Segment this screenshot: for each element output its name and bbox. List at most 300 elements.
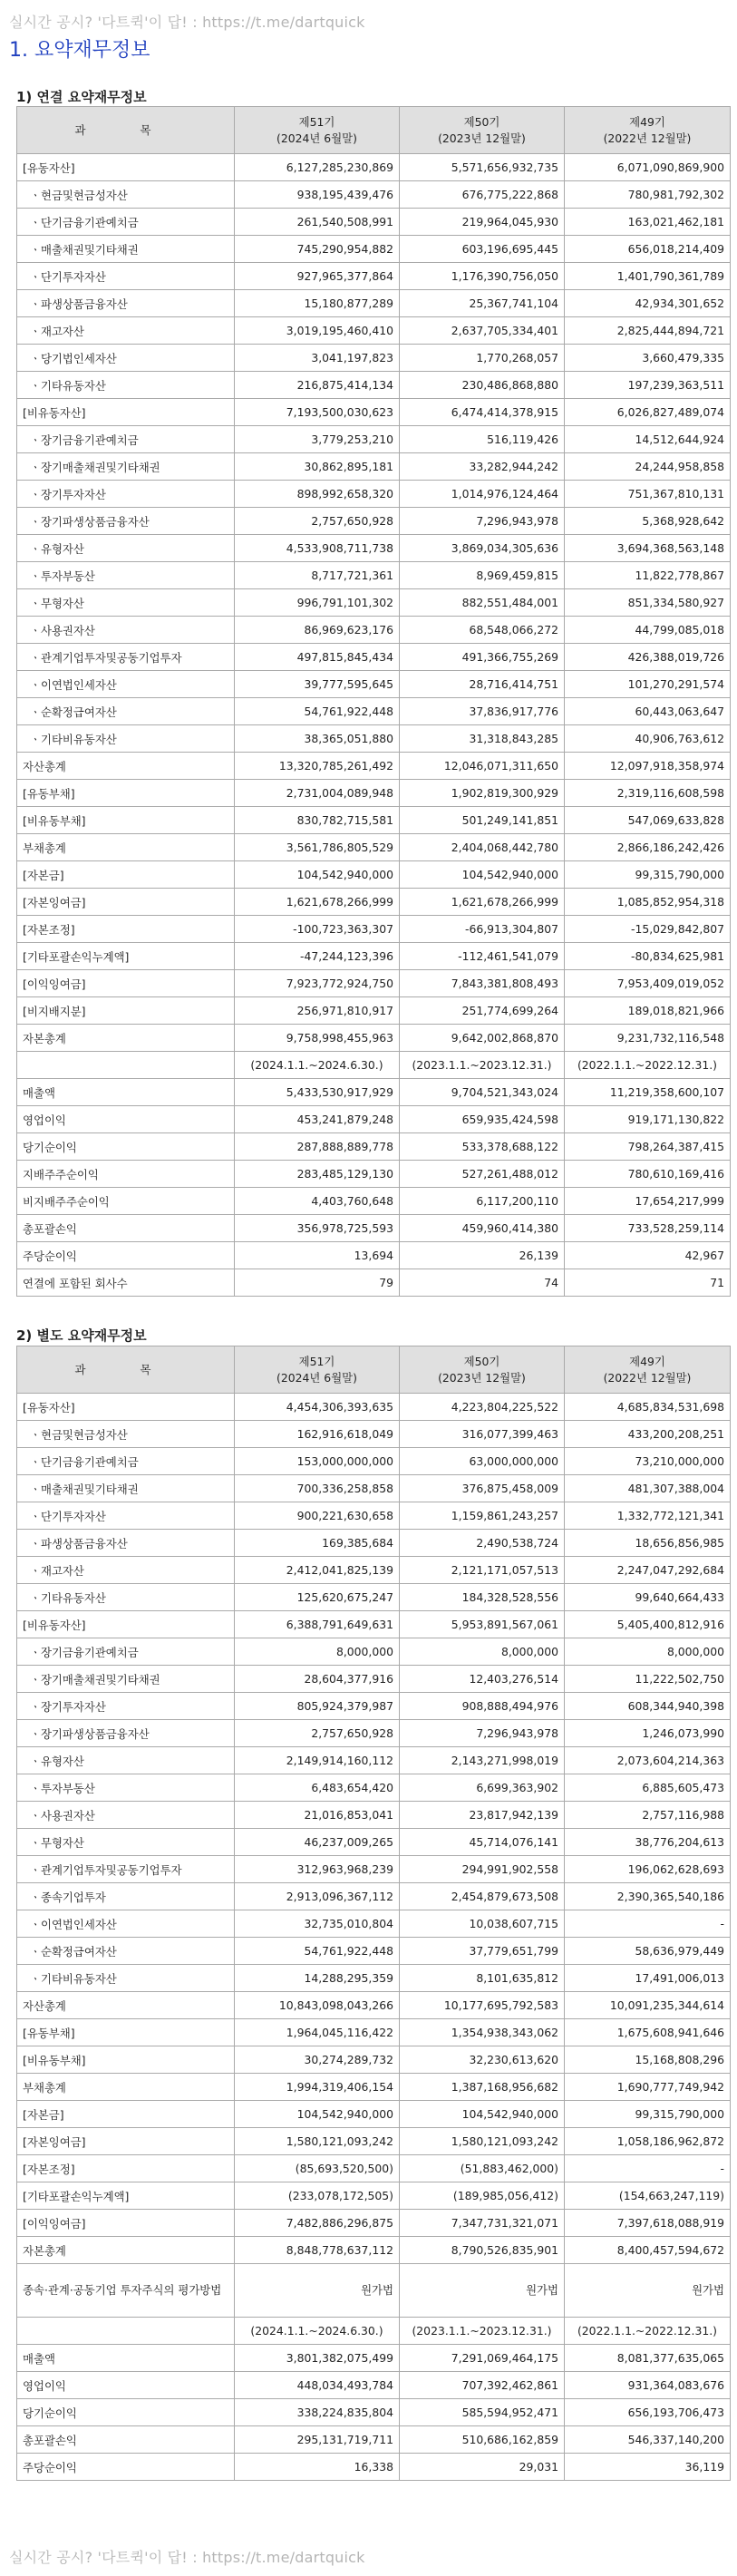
table-row [17, 1448, 731, 1475]
period-range-cell: (2023.1.1.~2023.12.31.) [400, 1052, 565, 1079]
row-label: ㆍ장기투자자산 [17, 481, 235, 508]
value-cell: 312,963,968,239 [235, 1856, 400, 1883]
table-row [17, 1421, 731, 1448]
row-label: ㆍ순확정급여자산 [17, 698, 235, 725]
value-cell: 15,180,877,289 [235, 290, 400, 317]
row-label: 영업이익 [17, 1106, 235, 1133]
table-row [17, 1965, 731, 1992]
value-cell: 283,485,129,130 [235, 1161, 400, 1188]
row-label: ㆍ매출채권및기타채권 [17, 1475, 235, 1502]
value-cell: 497,815,845,434 [235, 644, 400, 671]
value-cell: 5,953,891,567,061 [400, 1611, 565, 1638]
row-label: ㆍ장기파생상품금융자산 [17, 1720, 235, 1747]
table-row [17, 2210, 731, 2237]
table-row [17, 671, 731, 698]
value-cell: 1,159,861,243,257 [400, 1502, 565, 1530]
value-cell: 32,735,010,804 [235, 1910, 400, 1938]
value-cell: 4,533,908,711,738 [235, 535, 400, 562]
table-row [17, 481, 731, 508]
value-cell: 4,403,760,648 [235, 1188, 400, 1215]
table-row [17, 1666, 731, 1693]
separate-section-title: 2) 별도 요약재무정보 [16, 1327, 147, 1344]
row-label: ㆍ단기금융기관예치금 [17, 209, 235, 236]
value-cell: 16,338 [235, 2454, 400, 2481]
value-cell: 4,685,834,531,698 [565, 1394, 731, 1421]
row-label: [비유동자산] [17, 1611, 235, 1638]
value-cell: 3,694,368,563,148 [565, 535, 731, 562]
value-cell: 40,906,763,612 [565, 725, 731, 753]
value-cell: -100,723,363,307 [235, 916, 400, 943]
value-cell: 68,548,066,272 [400, 617, 565, 644]
value-cell: 25,367,741,104 [400, 290, 565, 317]
value-cell: 10,177,695,792,583 [400, 1992, 565, 2019]
row-label: [자본조정] [17, 916, 235, 943]
row-label: ㆍ단기투자자산 [17, 1502, 235, 1530]
table-row [17, 780, 731, 807]
row-label: ㆍ단기투자자산 [17, 263, 235, 290]
value-cell: 6,885,605,473 [565, 1774, 731, 1802]
value-cell: 6,071,090,869,900 [565, 154, 731, 181]
value-cell: 32,230,613,620 [400, 2046, 565, 2074]
value-cell: 14,288,295,359 [235, 1965, 400, 1992]
row-label: ㆍ현금및현금성자산 [17, 181, 235, 209]
row-label: ㆍ투자부동산 [17, 562, 235, 589]
row-label: ㆍ무형자산 [17, 1829, 235, 1856]
value-cell: (189,985,056,412) [400, 2182, 565, 2210]
row-label: ㆍ당기법인세자산 [17, 345, 235, 372]
table-row [17, 263, 731, 290]
value-cell: 37,836,917,776 [400, 698, 565, 725]
row-label: 부채총계 [17, 834, 235, 861]
row-label: [자본금] [17, 861, 235, 889]
value-cell: 453,241,879,248 [235, 1106, 400, 1133]
row-label: [자본잉여금] [17, 889, 235, 916]
table-row [17, 753, 731, 780]
table-row [17, 562, 731, 589]
value-cell: 7,953,409,019,052 [565, 970, 731, 997]
row-label: [자본잉여금] [17, 2128, 235, 2155]
value-cell: 12,097,918,358,974 [565, 753, 731, 780]
value-cell: 882,551,484,001 [400, 589, 565, 617]
value-cell: 2,490,538,724 [400, 1530, 565, 1557]
value-cell: 원가법 [235, 2264, 400, 2318]
table-row [17, 943, 731, 970]
row-label: ㆍ장기투자자산 [17, 1693, 235, 1720]
value-cell: 516,119,426 [400, 426, 565, 453]
value-cell: 745,290,954,882 [235, 236, 400, 263]
value-cell: -66,913,304,807 [400, 916, 565, 943]
value-cell: 153,000,000,000 [235, 1448, 400, 1475]
value-cell: 780,981,792,302 [565, 181, 731, 209]
table-row [17, 1079, 731, 1106]
row-label: [이익잉여금] [17, 970, 235, 997]
row-label: 자산총계 [17, 753, 235, 780]
value-cell: 36,119 [565, 2454, 731, 2481]
value-cell: 1,690,777,749,942 [565, 2074, 731, 2101]
table-row [17, 2182, 731, 2210]
value-cell: 1,176,390,756,050 [400, 263, 565, 290]
row-label: ㆍ단기금융기관예치금 [17, 1448, 235, 1475]
value-cell: 54,761,922,448 [235, 698, 400, 725]
row-label: [비유동부채] [17, 2046, 235, 2074]
period-range-cell: (2024.1.1.~2024.6.30.) [235, 1052, 400, 1079]
value-cell: 99,640,664,433 [565, 1584, 731, 1611]
table-row [17, 236, 731, 263]
period-column-header: 제50기 (2023년 12월말) [400, 1346, 565, 1394]
value-cell: 11,219,358,600,107 [565, 1079, 731, 1106]
value-cell: 33,282,944,242 [400, 453, 565, 481]
value-cell: 8,848,778,637,112 [235, 2237, 400, 2264]
table-row [17, 1188, 731, 1215]
value-cell: 196,062,628,693 [565, 1856, 731, 1883]
table-row [17, 290, 731, 317]
value-cell: 104,542,940,000 [400, 2101, 565, 2128]
value-cell: 251,774,699,264 [400, 997, 565, 1025]
table-row [17, 1938, 731, 1965]
value-cell: 28,716,414,751 [400, 671, 565, 698]
value-cell: 71 [565, 1269, 731, 1297]
value-cell: 12,046,071,311,650 [400, 753, 565, 780]
table-row [17, 1133, 731, 1161]
value-cell: 11,222,502,750 [565, 1666, 731, 1693]
value-cell: (51,883,462,000) [400, 2155, 565, 2182]
value-cell: 851,334,580,927 [565, 589, 731, 617]
table-row [17, 2345, 731, 2372]
table-row [17, 535, 731, 562]
table-row [17, 2046, 731, 2074]
value-cell: -15,029,842,807 [565, 916, 731, 943]
row-label: ㆍ종속기업투자 [17, 1883, 235, 1910]
value-cell: -47,244,123,396 [235, 943, 400, 970]
value-cell: 751,367,810,131 [565, 481, 731, 508]
value-cell: 1,770,268,057 [400, 345, 565, 372]
row-label: ㆍ사용권자산 [17, 1802, 235, 1829]
row-label: 자산총계 [17, 1992, 235, 2019]
table-row [17, 834, 731, 861]
value-cell: 18,656,856,985 [565, 1530, 731, 1557]
table-row [17, 1829, 731, 1856]
value-cell: 2,390,365,540,186 [565, 1883, 731, 1910]
row-label: ㆍ유형자산 [17, 1747, 235, 1774]
value-cell: 433,200,208,251 [565, 1421, 731, 1448]
row-label: [비지배지분] [17, 997, 235, 1025]
value-cell: 1,401,790,361,789 [565, 263, 731, 290]
value-cell: 805,924,379,987 [235, 1693, 400, 1720]
value-cell: 169,385,684 [235, 1530, 400, 1557]
value-cell: 256,971,810,917 [235, 997, 400, 1025]
table-row [17, 453, 731, 481]
row-label: ㆍ투자부동산 [17, 1774, 235, 1802]
value-cell: 8,000,000 [400, 1638, 565, 1666]
value-cell: 908,888,494,976 [400, 1693, 565, 1720]
value-cell: 996,791,101,302 [235, 589, 400, 617]
value-cell: 13,320,785,261,492 [235, 753, 400, 780]
value-cell: 2,319,116,608,598 [565, 780, 731, 807]
table-row [17, 698, 731, 725]
period-column-header: 제51기 (2024년 6월말) [235, 1346, 400, 1394]
value-cell: 189,018,821,966 [565, 997, 731, 1025]
value-cell: 17,654,217,999 [565, 1188, 731, 1215]
row-label: [비유동자산] [17, 399, 235, 426]
value-cell: 1,675,608,941,646 [565, 2019, 731, 2046]
value-cell: 338,224,835,804 [235, 2399, 400, 2426]
value-cell: 1,058,186,962,872 [565, 2128, 731, 2155]
row-label: 자본총계 [17, 2237, 235, 2264]
value-cell: 5,405,400,812,916 [565, 1611, 731, 1638]
value-cell: 11,822,778,867 [565, 562, 731, 589]
value-cell: 656,018,214,409 [565, 236, 731, 263]
value-cell: 2,143,271,998,019 [400, 1747, 565, 1774]
value-cell: 2,404,068,442,780 [400, 834, 565, 861]
value-cell: 6,474,414,378,915 [400, 399, 565, 426]
value-cell: 7,296,943,978 [400, 508, 565, 535]
value-cell: 125,620,675,247 [235, 1584, 400, 1611]
row-label: ㆍ유형자산 [17, 535, 235, 562]
value-cell: 17,491,006,013 [565, 1965, 731, 1992]
value-cell: 5,368,928,642 [565, 508, 731, 535]
row-label: 매출액 [17, 2345, 235, 2372]
value-cell: 42,967 [565, 1242, 731, 1269]
value-cell: -80,834,625,981 [565, 943, 731, 970]
row-label: 자본총계 [17, 1025, 235, 1052]
value-cell: 3,801,382,075,499 [235, 2345, 400, 2372]
value-cell: 104,542,940,000 [400, 861, 565, 889]
row-label: [자본조정] [17, 2155, 235, 2182]
row-label: ㆍ기타유동자산 [17, 372, 235, 399]
value-cell: 8,400,457,594,672 [565, 2237, 731, 2264]
table-header-row [17, 107, 731, 154]
value-cell: 12,403,276,514 [400, 1666, 565, 1693]
value-cell: 162,916,618,049 [235, 1421, 400, 1448]
row-label [17, 2318, 235, 2345]
row-label: ㆍ장기매출채권및기타채권 [17, 1666, 235, 1693]
value-cell: 10,843,098,043,266 [235, 1992, 400, 2019]
value-cell: 1,580,121,093,242 [235, 2128, 400, 2155]
table-row [17, 2264, 731, 2318]
value-cell: 1,014,976,124,464 [400, 481, 565, 508]
separate-summary-table [16, 1346, 731, 2481]
table-row [17, 1557, 731, 1584]
row-label: ㆍ무형자산 [17, 589, 235, 617]
value-cell: 1,964,045,116,422 [235, 2019, 400, 2046]
table-row [17, 1992, 731, 2019]
value-cell: 8,717,721,361 [235, 562, 400, 589]
value-cell: 73,210,000,000 [565, 1448, 731, 1475]
value-cell: 99,315,790,000 [565, 2101, 731, 2128]
table-row [17, 617, 731, 644]
dartquick-banner-bottom: 실시간 공시? '다트퀵'이 답! : https://t.me/dartquick [9, 2549, 365, 2566]
value-cell: 104,542,940,000 [235, 2101, 400, 2128]
value-cell: 585,594,952,471 [400, 2399, 565, 2426]
value-cell: 2,149,914,160,112 [235, 1747, 400, 1774]
table-row [17, 589, 731, 617]
value-cell: 295,131,719,711 [235, 2426, 400, 2454]
value-cell: 원가법 [400, 2264, 565, 2318]
value-cell: 900,221,630,658 [235, 1502, 400, 1530]
row-label: ㆍ장기금융기관예치금 [17, 1638, 235, 1666]
value-cell: 1,332,772,121,341 [565, 1502, 731, 1530]
value-cell: 13,694 [235, 1242, 400, 1269]
row-label: [자본금] [17, 2101, 235, 2128]
table-row [17, 1215, 731, 1242]
value-cell: 21,016,853,041 [235, 1802, 400, 1829]
value-cell: -112,461,541,079 [400, 943, 565, 970]
value-cell: 1,580,121,093,242 [400, 2128, 565, 2155]
value-cell: 448,034,493,784 [235, 2372, 400, 2399]
row-label: ㆍ순확정급여자산 [17, 1938, 235, 1965]
table-row [17, 916, 731, 943]
row-label: 주당순이익 [17, 1242, 235, 1269]
value-cell: 9,231,732,116,548 [565, 1025, 731, 1052]
value-cell: 197,239,363,511 [565, 372, 731, 399]
row-label: ㆍ재고자산 [17, 317, 235, 345]
table-row [17, 2019, 731, 2046]
value-cell: - [565, 2155, 731, 2182]
value-cell: 2,825,444,894,721 [565, 317, 731, 345]
value-cell: 60,443,063,647 [565, 698, 731, 725]
value-cell: 8,790,526,835,901 [400, 2237, 565, 2264]
value-cell: 230,486,868,880 [400, 372, 565, 399]
table-row [17, 889, 731, 916]
table-row [17, 1720, 731, 1747]
value-cell: 219,964,045,930 [400, 209, 565, 236]
value-cell: 원가법 [565, 2264, 731, 2318]
table-row [17, 2426, 731, 2454]
value-cell: 8,101,635,812 [400, 1965, 565, 1992]
value-cell: 7,291,069,464,175 [400, 2345, 565, 2372]
row-label: [비유동부채] [17, 807, 235, 834]
value-cell: 54,761,922,448 [235, 1938, 400, 1965]
value-cell: 45,714,076,141 [400, 1829, 565, 1856]
dartquick-banner-top: 실시간 공시? '다트퀵'이 답! : https://t.me/dartquick [9, 14, 365, 31]
value-cell: 44,799,085,018 [565, 617, 731, 644]
value-cell: 15,168,808,296 [565, 2046, 731, 2074]
table-row [17, 2399, 731, 2426]
row-label: ㆍ재고자산 [17, 1557, 235, 1584]
value-cell: 63,000,000,000 [400, 1448, 565, 1475]
value-cell: 426,388,019,726 [565, 644, 731, 671]
value-cell: 39,777,595,645 [235, 671, 400, 698]
row-label: 매출액 [17, 1079, 235, 1106]
value-cell: 927,965,377,864 [235, 263, 400, 290]
value-cell: 2,454,879,673,508 [400, 1883, 565, 1910]
row-label: ㆍ사용권자산 [17, 617, 235, 644]
value-cell: 38,776,204,613 [565, 1829, 731, 1856]
value-cell: 798,264,387,415 [565, 1133, 731, 1161]
row-label: 비지배주주순이익 [17, 1188, 235, 1215]
value-cell: 74 [400, 1269, 565, 1297]
table-row [17, 1161, 731, 1188]
table-row [17, 1269, 731, 1297]
value-cell: 26,139 [400, 1242, 565, 1269]
row-label: 연결에 포함된 회사수 [17, 1269, 235, 1297]
value-cell: 58,636,979,449 [565, 1938, 731, 1965]
value-cell: 1,354,938,343,062 [400, 2019, 565, 2046]
table-row [17, 317, 731, 345]
page-title: 1. 요약재무정보 [9, 39, 150, 62]
row-label: 총포괄손익 [17, 2426, 235, 2454]
value-cell: 184,328,528,556 [400, 1584, 565, 1611]
value-cell: 546,337,140,200 [565, 2426, 731, 2454]
value-cell: - [565, 1910, 731, 1938]
value-cell: 9,704,521,343,024 [400, 1079, 565, 1106]
row-label: 당기순이익 [17, 2399, 235, 2426]
row-label: 당기순이익 [17, 1133, 235, 1161]
value-cell: 2,866,186,242,426 [565, 834, 731, 861]
row-label: 지배주주순이익 [17, 1161, 235, 1188]
value-cell: 46,237,009,265 [235, 1829, 400, 1856]
value-cell: 10,091,235,344,614 [565, 1992, 731, 2019]
value-cell: 527,261,488,012 [400, 1161, 565, 1188]
value-cell: (154,663,247,119) [565, 2182, 731, 2210]
value-cell: 6,699,363,902 [400, 1774, 565, 1802]
table-row [17, 807, 731, 834]
period-range-row [17, 2318, 731, 2345]
row-label: ㆍ현금및현금성자산 [17, 1421, 235, 1448]
row-label: 종속·관계·공동기업 투자주식의 평가방법 [17, 2264, 235, 2318]
value-cell: 6,483,654,420 [235, 1774, 400, 1802]
value-cell: 376,875,458,009 [400, 1475, 565, 1502]
row-label: [기타포괄손익누계액] [17, 943, 235, 970]
table-row [17, 997, 731, 1025]
value-cell: 938,195,439,476 [235, 181, 400, 209]
value-cell: 830,782,715,581 [235, 807, 400, 834]
period-column-header: 제50기 (2023년 12월말) [400, 107, 565, 154]
table-row [17, 1856, 731, 1883]
period-column-header: 제49기 (2022년 12월말) [565, 107, 731, 154]
value-cell: 14,512,644,924 [565, 426, 731, 453]
row-label [17, 1052, 235, 1079]
row-label: 주당순이익 [17, 2454, 235, 2481]
value-cell: 5,433,530,917,929 [235, 1079, 400, 1106]
value-cell: 1,621,678,266,999 [235, 889, 400, 916]
table-row [17, 372, 731, 399]
value-cell: 316,077,399,463 [400, 1421, 565, 1448]
value-cell: 501,249,141,851 [400, 807, 565, 834]
value-cell: 79 [235, 1269, 400, 1297]
value-cell: 2,073,604,214,363 [565, 1747, 731, 1774]
row-label: [유동자산] [17, 1394, 235, 1421]
table-row [17, 399, 731, 426]
row-label: ㆍ매출채권및기타채권 [17, 236, 235, 263]
value-cell: 700,336,258,858 [235, 1475, 400, 1502]
value-cell: 919,171,130,822 [565, 1106, 731, 1133]
table-row [17, 181, 731, 209]
value-cell: 101,270,291,574 [565, 671, 731, 698]
row-label: 총포괄손익 [17, 1215, 235, 1242]
row-label: ㆍ기타유동자산 [17, 1584, 235, 1611]
value-cell: 510,686,162,859 [400, 2426, 565, 2454]
row-label: [이익잉여금] [17, 2210, 235, 2237]
value-cell: 9,642,002,868,870 [400, 1025, 565, 1052]
table-row [17, 1475, 731, 1502]
table-row [17, 2454, 731, 2481]
row-label: [기타포괄손익누계액] [17, 2182, 235, 2210]
row-label: ㆍ관계기업투자및공동기업투자 [17, 1856, 235, 1883]
row-label: ㆍ장기파생상품금융자산 [17, 508, 235, 535]
period-column-header: 제49기 (2022년 12월말) [565, 1346, 731, 1394]
value-cell: 7,193,500,030,623 [235, 399, 400, 426]
value-cell: 31,318,843,285 [400, 725, 565, 753]
row-label: ㆍ장기매출채권및기타채권 [17, 453, 235, 481]
table-row [17, 508, 731, 535]
table-row [17, 2074, 731, 2101]
period-range-cell: (2024.1.1.~2024.6.30.) [235, 2318, 400, 2345]
value-cell: 1,085,852,954,318 [565, 889, 731, 916]
value-cell: 6,127,285,230,869 [235, 154, 400, 181]
value-cell: 42,934,301,652 [565, 290, 731, 317]
table-row [17, 861, 731, 889]
